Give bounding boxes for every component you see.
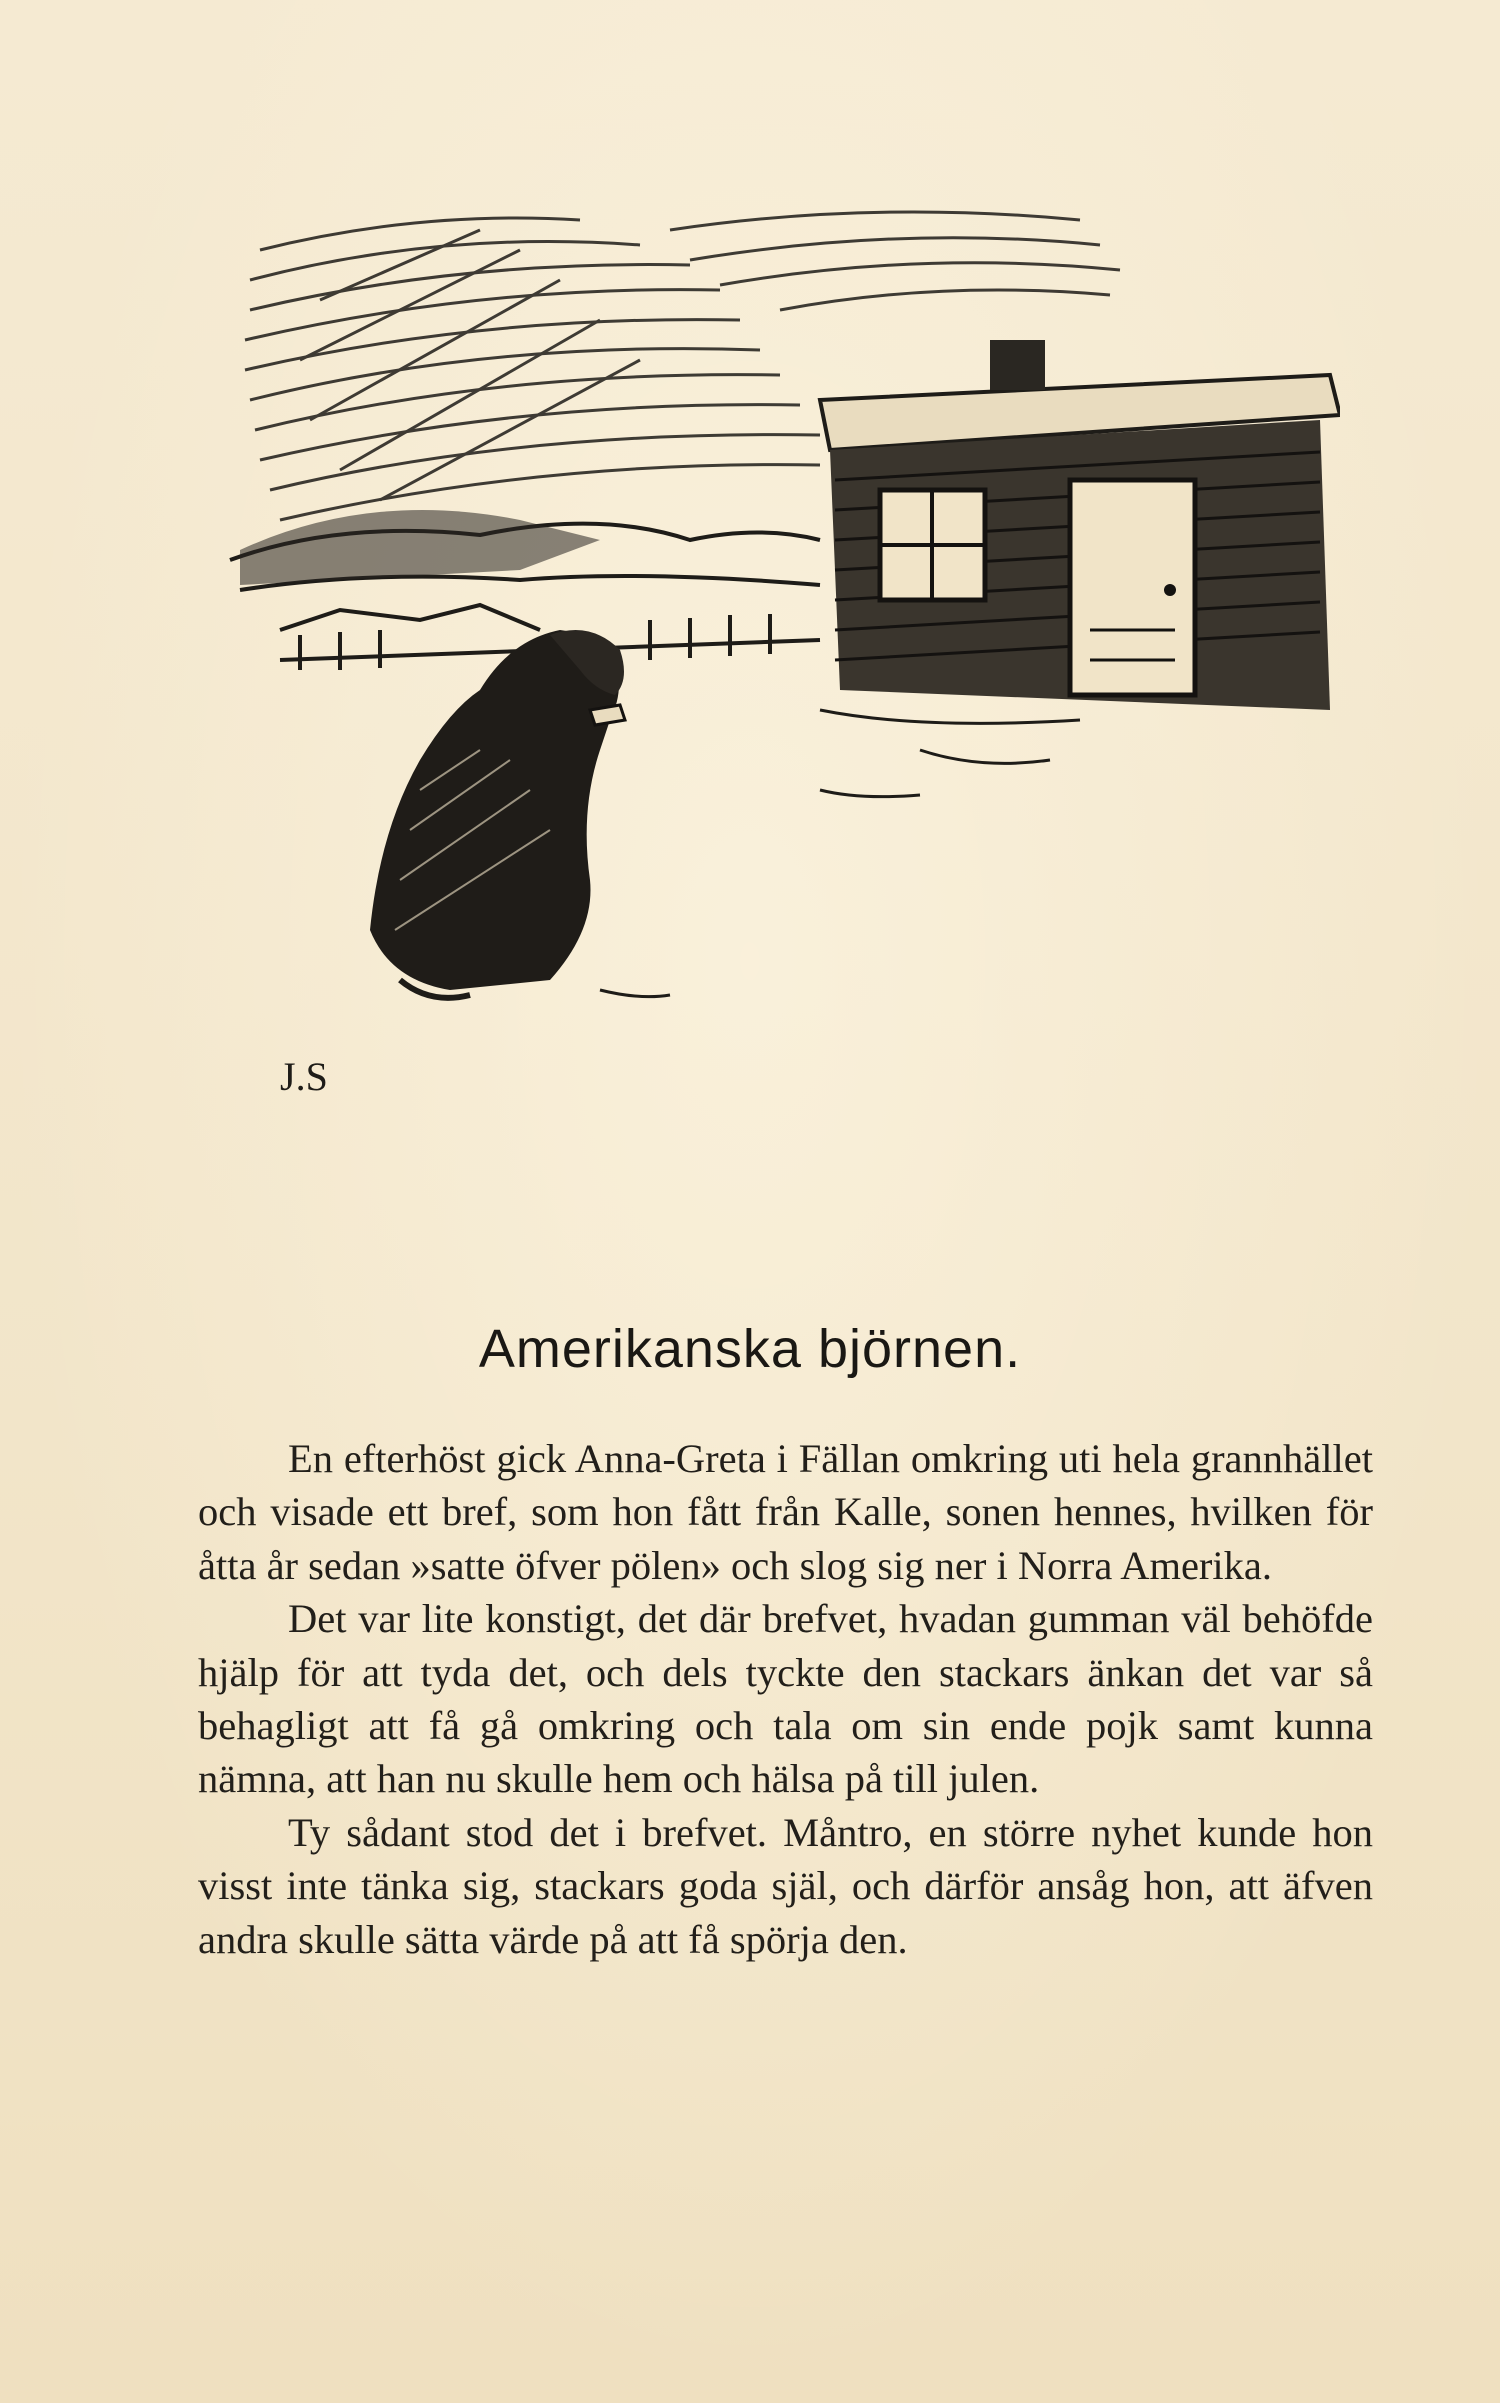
paragraph-3: Ty sådant stod det i brefvet. Måntro, en större nyhet kunde hon visst inte tänka sig, stackars goda själ, och därför ansåg hon, att äfven andra skulle sätta värde på att få spörja den. xyxy=(198,1809,1373,1962)
dark-ridge xyxy=(240,510,600,585)
old-woman-figure xyxy=(370,630,625,998)
cottage xyxy=(820,340,1340,710)
article-title: Amerikanska björnen. xyxy=(478,1319,1022,1379)
article-body xyxy=(198,1432,1373,1966)
illustration-signature: J.S xyxy=(280,1054,328,1099)
paragraph-1: En efterhöst gick Anna-Greta i Fällan omkring uti hela grannhället och visade ett bref, som hon fått från Kalle, sonen hennes, hvilken för åtta år sedan »satte öfver pölen» och slog sig ner i Norra Amerika. xyxy=(198,1436,1373,1588)
winter-cottage-illustration xyxy=(220,190,1340,1150)
paragraph-2: Det var lite konstigt, det där brefvet, hvadan gumman väl behöfde hjälp för att tyda det, och dels tyckte den stackars änkan det var så behagligt att få gå omkring och tala om sin ende pojk samt kunna nämna, att han nu skulle hem och hälsa på till julen. xyxy=(198,1596,1373,1802)
cottage-door xyxy=(1070,480,1195,695)
